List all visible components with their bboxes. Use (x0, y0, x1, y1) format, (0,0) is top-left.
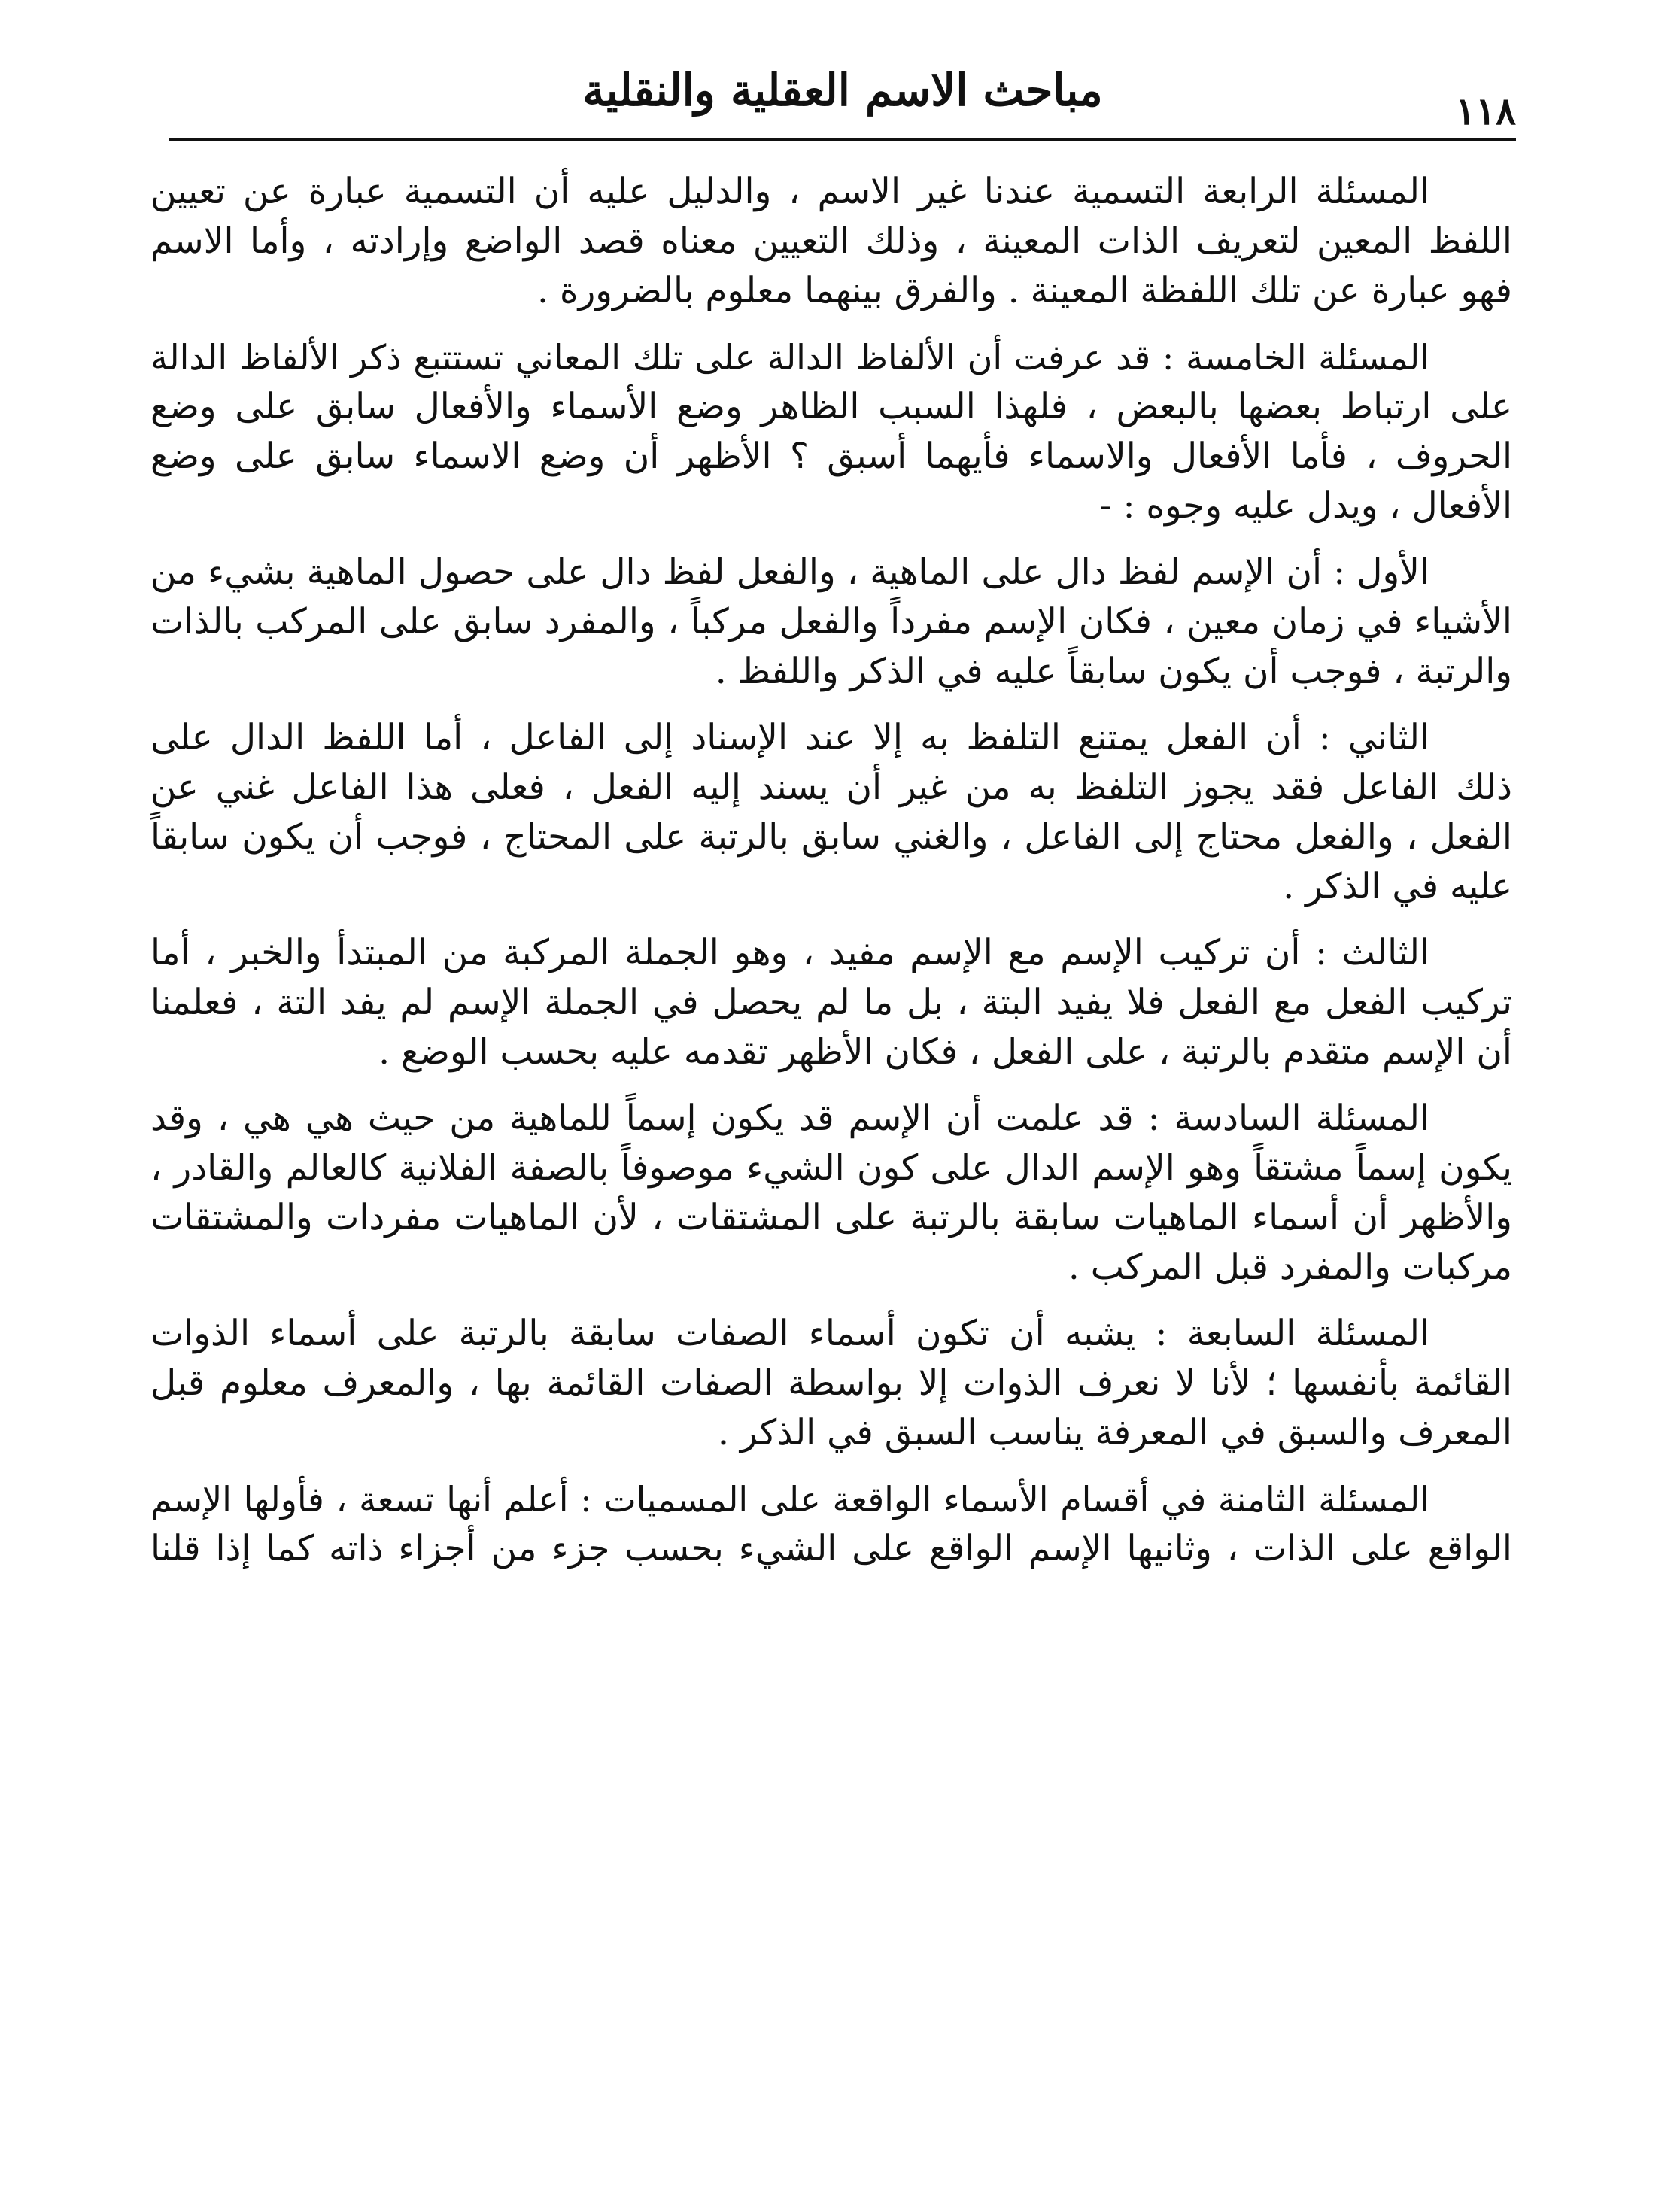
running-head (169, 53, 1516, 143)
text-line: الثاني : أن الفعل يمتنع التلفظ به إلا عند الإسناد إلى الفاعل ، أما اللفظ الدال على (150, 717, 1429, 758)
page-title: مباحث الاسم العقلية والنقلية (582, 65, 1103, 116)
text-line: على ارتباط بعضها بالبعض ، فلهذا السبب الظاهر وضع الأسماء والأفعال سابق على وضع (150, 386, 1512, 427)
text-line: المسئلة الثامنة في أقسام الأسماء الواقعة على المسميات : أعلم أنها تسعة ، فأولها الإسم (150, 1479, 1429, 1520)
text-line: فهو عبارة عن تلك اللفظة المعينة . والفرق بينهما معلوم بالضرورة . (537, 270, 1512, 311)
paragraph-first-reason (150, 548, 1512, 697)
body-text (150, 167, 1512, 1590)
text-line: أن الإسم متقدم بالرتبة ، على الفعل ، فكان الأظهر تقدمه عليه بحسب الوضع . (378, 1031, 1512, 1073)
paragraph-second-reason (150, 713, 1512, 912)
paragraph-fifth-question (150, 333, 1512, 531)
text-line: الأشياء في زمان معين ، فكان الإسم مفرداً والفعل مركباً ، والمفرد سابق على المركب بالذات (150, 601, 1512, 642)
text-line: المعرف والسبق في المعرفة يناسب السبق في الذكر . (718, 1412, 1512, 1453)
text-line: المسئلة السابعة : يشبه أن تكون أسماء الصفات سابقة بالرتبة على أسماء الذوات (150, 1313, 1429, 1354)
text-line: تركيب الفعل مع الفعل فلا يفيد البتة ، بل ما لم يحصل في الجملة الإسم لم يفد التة ، فعلمنا (150, 982, 1512, 1023)
text-line: اللفظ المعين لتعريف الذات المعينة ، وذلك التعيين معناه قصد الواضع وإرادته ، وأما الاسم (150, 220, 1512, 262)
text-line: والأظهر أن أسماء الماهيات سابقة بالرتبة على المشتقات ، لأن الماهيات مفردات والمشتقات (150, 1197, 1512, 1238)
text-line: عليه في الذكر . (1283, 866, 1512, 907)
text-line: المسئلة الخامسة : قد عرفت أن الألفاظ الدالة على تلك المعاني تستتبع ذكر الألفاظ الدالة (150, 337, 1429, 378)
text-line: يكون إسماً مشتقاً وهو الإسم الدال على كون الشيء موصوفاً بالصفة الفلانية كالعالم والقادر ، (150, 1147, 1512, 1189)
text-line: والرتبة ، فوجب أن يكون سابقاً عليه في الذكر واللفظ . (715, 651, 1512, 692)
text-line: الثالث : أن تركيب الإسم مع الإسم مفيد ، وهو الجملة المركبة من المبتدأ والخبر ، أما (150, 932, 1429, 973)
text-line: الفعل ، والفعل محتاج إلى الفاعل ، والغني سابق بالرتبة على المحتاج ، فوجب أن يكون سابقاً (150, 816, 1512, 858)
text-line: الأول : أن الإسم لفظ دال على الماهية ، والفعل لفظ دال على حصول الماهية بشيء من (150, 551, 1429, 593)
text-line: المسئلة السادسة : قد علمت أن الإسم قد يكون إسماً للماهية من حيث هي هي ، وقد (150, 1098, 1429, 1139)
text-line: ذلك الفاعل فقد يجوز التلفظ به من غير أن يسند إليه الفعل ، فعلى هذا الفاعل غني عن (150, 767, 1512, 808)
paragraph-sixth-question (150, 1094, 1512, 1292)
paragraph-fourth-question (150, 167, 1512, 316)
text-line: القائمة بأنفسها ؛ لأنا لا نعرف الذوات إلا بواسطة الصفات القائمة بها ، والمعرف معلوم قبل (150, 1362, 1512, 1404)
page-number: ١١٨ (1455, 89, 1516, 133)
header-rule (169, 138, 1516, 141)
paragraph-seventh-question (150, 1309, 1512, 1458)
text-line: الواقع على الذات ، وثانيها الإسم الواقع على الشيء بحسب جزء من أجزاء ذاته كما إذا قلنا (150, 1528, 1512, 1569)
text-line: المسئلة الرابعة التسمية عندنا غير الاسم ، والدليل عليه أن التسمية عبارة عن تعيين (150, 171, 1429, 212)
text-line: الأفعال ، ويدل عليه وجوه : - (1099, 485, 1512, 527)
paragraph-third-reason (150, 928, 1512, 1077)
text-line: مركبات والمفرد قبل المركب . (1068, 1247, 1512, 1288)
paragraph-eighth-question (150, 1475, 1512, 1574)
text-line: الحروف ، فأما الأفعال والاسماء فأيهما أسبق ؟ الأظهر أن وضع الاسماء سابق على وضع (150, 436, 1512, 477)
